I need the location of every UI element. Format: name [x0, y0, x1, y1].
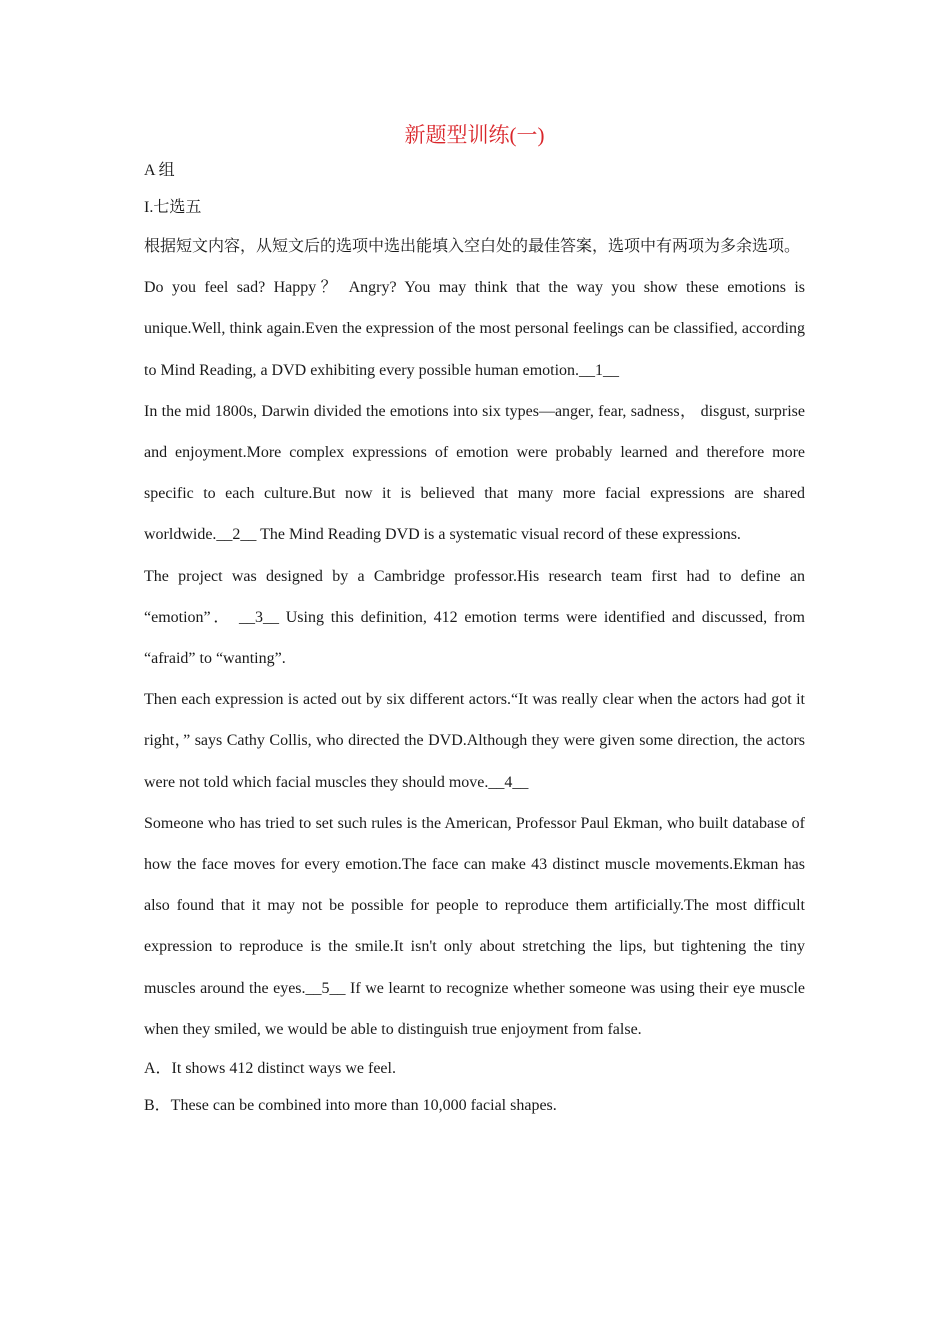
option-b: B．These can be combined into more than 10,000 facial shapes.: [144, 1097, 557, 1115]
passage-paragraph-5: Someone who has tried to set such rules is the American, Professor Paul Ekman, who built database of how the face moves for every emotion.The face can make 43 distinct muscle movements.Ekman has also found that it may not be possible for people to reproduce them artificially.The most difficult expression to reproduce is the smile.It isn't only about stretching the lips, but tightening the tiny muscles around the eyes.__5__ If we learnt to recognize whether someone was using their eye muscle when they smiled, we would be able to distinguish true enjoyment from false.: [144, 814, 805, 1038]
passage-paragraph-3: The project was designed by a Cambridge professor.His research team first had to define an “emotion”． __3__ Using this definition, 412 emotion terms were identified and discussed, from “afraid” to “wanting”.: [144, 567, 805, 668]
passage-paragraph-2: In the mid 1800s, Darwin divided the emotions into six types—anger, fear, sadness， disgust, surprise and enjoyment.More complex expressions of emotion were probably learned and therefore more specific to each culture.But now it is believed that many more facial expressions are shared worldwide.__2__ The Mind Reading DVD is a systematic visual record of these expressions.: [144, 402, 805, 544]
passage-paragraph-4: Then each expression is acted out by six different actors.“It was really clear when the actors had got it right，” says Cathy Collis, who directed the DVD.Although they were given some direction, the actors were not told which facial muscles they should move.__4__: [144, 691, 805, 791]
document-content: [144, 118, 805, 1124]
passage-paragraph-1: Do you feel sad? Happy？ Angry? You may think that the way you show these emotions is unique.Well, think again.Even the expression of the most personal feelings can be classified, according to Mind Reading, a DVD exhibiting every possible human emotion.__1__: [144, 279, 805, 379]
option-a: A．It shows 412 distinct ways we feel.: [144, 1060, 396, 1078]
group-label: A 组: [144, 162, 175, 179]
page-title: 新题型训练(一): [404, 123, 545, 147]
instruction-text: 根据短文内容，从短文后的选项中选出能填入空白处的最佳答案，选项中有两项为多余选项。: [144, 238, 801, 255]
section-heading: I.七选五: [144, 199, 202, 216]
